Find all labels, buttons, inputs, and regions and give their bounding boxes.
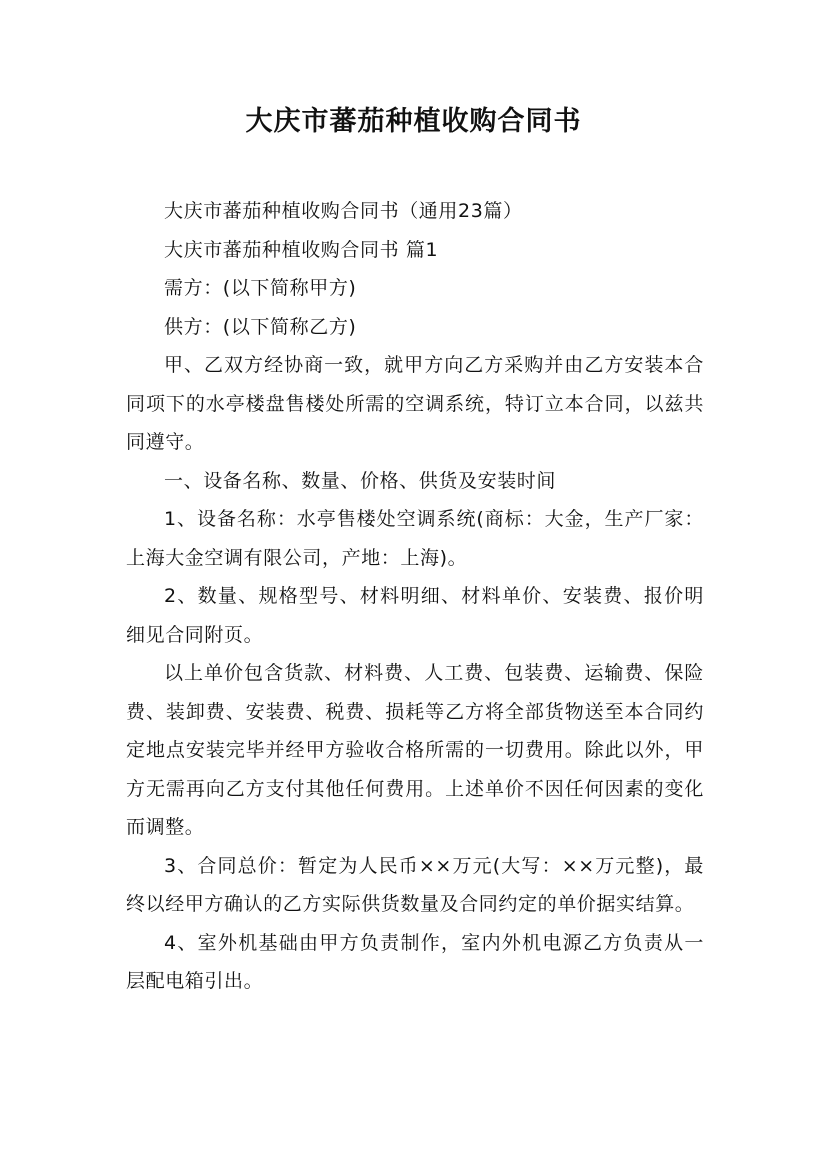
paragraph-item-4: 4、室外机基础由甲方负责制作，室内外机电源乙方负责从一层配电箱引出。 — [126, 931, 704, 992]
paragraph-preamble: 甲、乙双方经协商一致，就甲方向乙方采购并由乙方安装本合同项下的水亭楼盘售楼处所需的空调系统，特订立本合同，以兹共同遵守。 — [126, 354, 704, 453]
paragraph-item-3: 3、合同总价：暂定为人民币××万元(大写：××万元整)，最终以经甲方确认的乙方实际供货数量及合同约定的单价据实结算。 — [126, 854, 704, 915]
paragraph-supplier: 供方：(以下简称乙方) — [164, 315, 357, 338]
paragraph-price-note: 以上单价包含货款、材料费、人工费、包装费、运输费、保险费、装卸费、安装费、税费、损耗等乙方将全部货物送至本合同约定地点安装完毕并经甲方验收合格所需的一切费用。除此以外，甲方无需再向乙方支付其他任何费用。上述单价不因任何因素的变化而调整。 — [126, 662, 704, 838]
paragraph-clause-1-heading: 一、设备名称、数量、价格、供货及安装时间 — [164, 469, 557, 492]
paragraph-buyer: 需方：(以下简称甲方) — [164, 277, 357, 299]
document-title: 大庆市蕃茄种植收购合同书 — [245, 106, 582, 137]
paragraph-section-heading: 大庆市蕃茄种植收购合同书 篇1 — [164, 238, 439, 261]
paragraph-item-1: 1、设备名称：水亭售楼处空调系统(商标：大金，生产厂家：上海大金空调有限公司，产地：上海)。 — [126, 508, 704, 569]
paragraph-item-2: 2、数量、规格型号、材料明细、材料单价、安装费、报价明细见合同附页。 — [126, 585, 704, 646]
document-body — [126, 192, 704, 1001]
paragraph-subtitle: 大庆市蕃茄种植收购合同书（通用23篇） — [164, 200, 523, 222]
